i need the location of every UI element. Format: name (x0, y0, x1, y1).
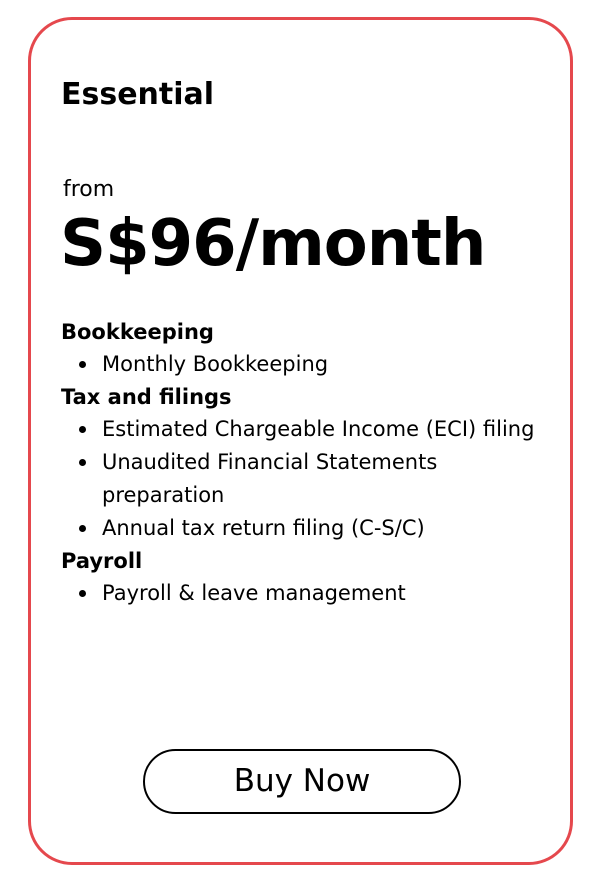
feature-section-tax-and-filings (61, 381, 541, 545)
list-item (61, 413, 541, 446)
list-item (61, 348, 541, 381)
feature-list (61, 316, 541, 610)
list-item-label: Monthly Bookkeeping (102, 352, 329, 376)
section-title: Bookkeeping (61, 320, 214, 344)
section-items (61, 348, 541, 381)
feature-section-bookkeeping (61, 316, 541, 381)
list-item-label: Annual tax return filing (C-S/C) (102, 516, 425, 540)
list-item (61, 446, 541, 512)
feature-section-payroll (61, 545, 541, 610)
section-items (61, 577, 541, 610)
section-title: Tax and filings (61, 385, 232, 409)
buy-now-button[interactable]: Buy Now (143, 749, 461, 814)
bullet-icon (79, 525, 86, 532)
list-item (61, 512, 541, 545)
bullet-icon (79, 590, 86, 597)
bullet-icon (79, 361, 86, 368)
section-items (61, 413, 541, 545)
section-title: Payroll (61, 549, 143, 573)
plan-price: S$96/month (60, 207, 486, 281)
bullet-icon (79, 459, 86, 466)
list-item-label: Payroll & leave management (102, 581, 406, 605)
bullet-icon (79, 426, 86, 433)
list-item (61, 577, 541, 610)
list-item-label: Estimated Chargeable Income (ECI) filing (102, 417, 535, 441)
plan-name: Essential (61, 77, 215, 112)
price-prefix: from (63, 177, 115, 202)
list-item-label: Unaudited Financial Statements preparation (102, 450, 438, 507)
